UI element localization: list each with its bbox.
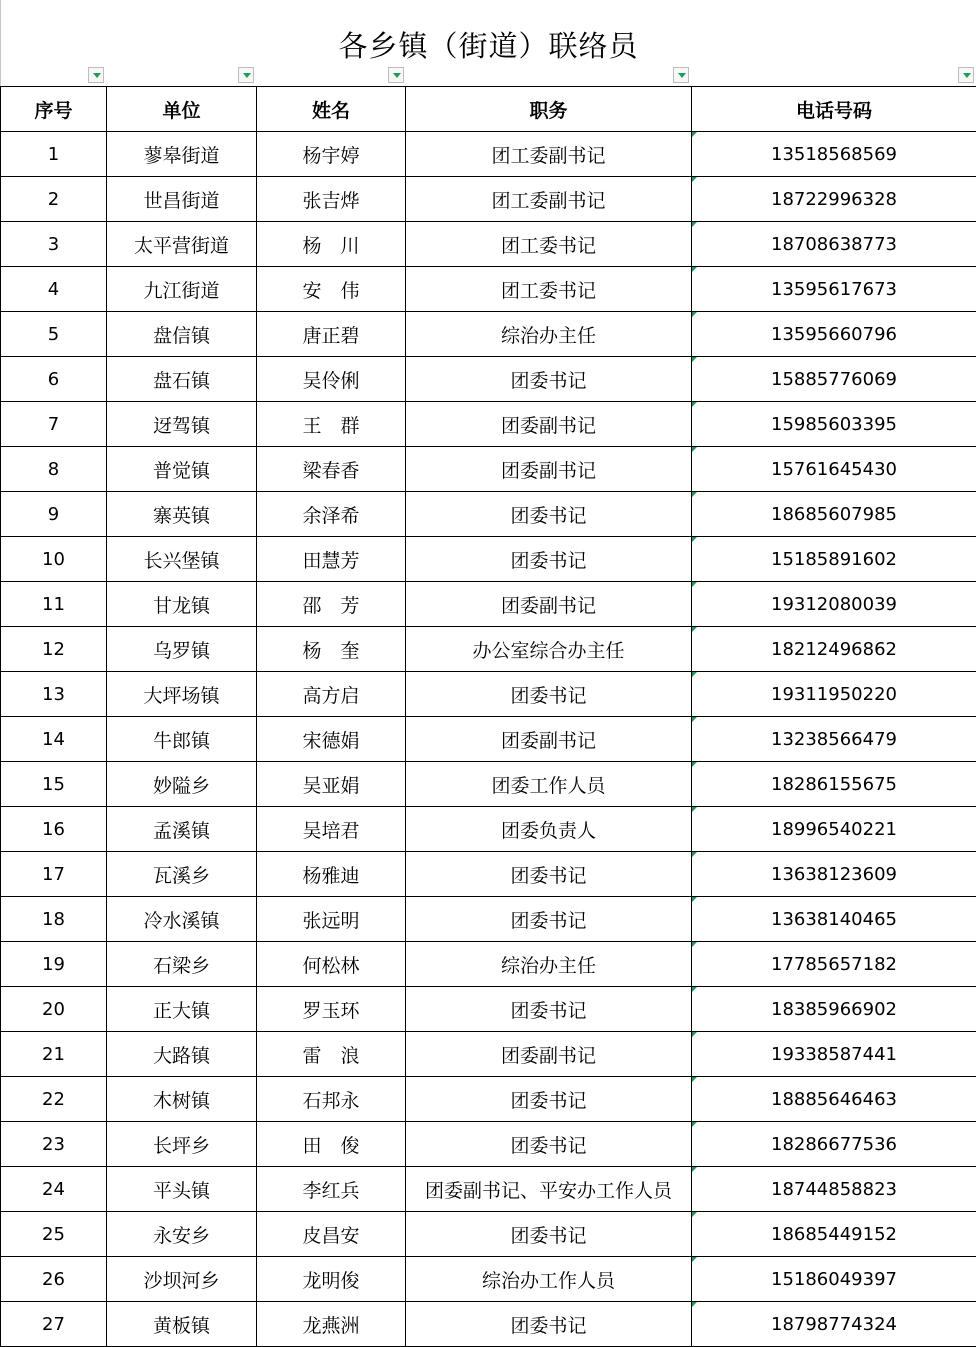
cell-phone[interactable]: 13638140465 [692,897,976,942]
cell-phone[interactable]: 18286677536 [692,1122,976,1167]
cell-position[interactable]: 综治办主任 [406,312,692,357]
cell-phone[interactable]: 17785657182 [692,942,976,987]
cell-position[interactable]: 团委副书记 [406,447,692,492]
cell-seq[interactable]: 18 [1,897,107,942]
cell-phone[interactable]: 18722996328 [692,177,976,222]
cell-phone[interactable]: 15885776069 [692,357,976,402]
cell-phone[interactable]: 19338587441 [692,1032,976,1077]
filter-dropdown-name[interactable] [388,67,404,83]
cell-seq[interactable]: 20 [1,987,107,1032]
cell-unit[interactable]: 盘石镇 [107,357,257,402]
cell-unit[interactable]: 正大镇 [107,987,257,1032]
cell-position[interactable]: 团委书记 [406,357,692,402]
cell-name[interactable]: 田 俊 [257,1122,406,1167]
cell-position[interactable]: 办公室综合办主任 [406,627,692,672]
table-row [1,1302,976,1347]
header-cell-seq[interactable]: 序号 [1,87,107,132]
cell-name[interactable]: 杨雅迪 [257,852,406,897]
cell-seq[interactable]: 27 [1,1302,107,1347]
cell-unit[interactable]: 永安乡 [107,1212,257,1257]
cell-unit[interactable]: 大坪场镇 [107,672,257,717]
cell-unit[interactable]: 太平营街道 [107,222,257,267]
cell-unit[interactable]: 长坪乡 [107,1122,257,1167]
cell-name[interactable]: 吴伶俐 [257,357,406,402]
cell-name[interactable]: 雷 浪 [257,1032,406,1077]
table-row [1,987,976,1032]
table-row [1,897,976,942]
cell-phone[interactable]: 18685607985 [692,492,976,537]
dropdown-arrow-icon [393,73,401,78]
cell-seq[interactable]: 8 [1,447,107,492]
cell-seq[interactable]: 16 [1,807,107,852]
cell-position[interactable]: 团委书记 [406,1077,692,1122]
sheet-title: 各乡镇（街道）联络员 [1,24,976,65]
table-row [1,222,976,267]
cell-seq[interactable]: 5 [1,312,107,357]
cell-position[interactable]: 综治办主任 [406,942,692,987]
cell-seq[interactable]: 23 [1,1122,107,1167]
table-row [1,672,976,717]
cell-name[interactable]: 罗玉环 [257,987,406,1032]
cell-unit[interactable]: 世昌街道 [107,177,257,222]
cell-unit[interactable]: 普觉镇 [107,447,257,492]
table-body [1,132,976,1347]
cell-seq[interactable]: 19 [1,942,107,987]
header-cell-position[interactable]: 职务 [406,87,692,132]
table-row [1,582,976,627]
cell-unit[interactable]: 乌罗镇 [107,627,257,672]
cell-unit[interactable]: 蓼皋街道 [107,132,257,177]
cell-phone[interactable]: 19311950220 [692,672,976,717]
cell-seq[interactable]: 25 [1,1212,107,1257]
cell-name[interactable]: 李红兵 [257,1167,406,1212]
cell-phone[interactable]: 18708638773 [692,222,976,267]
cell-unit[interactable]: 妙隘乡 [107,762,257,807]
dropdown-arrow-icon [963,73,971,78]
dropdown-arrow-icon [93,73,101,78]
filter-dropdown-phone[interactable] [958,67,974,83]
table-row [1,942,976,987]
cell-name[interactable]: 吴亚娟 [257,762,406,807]
cell-position[interactable]: 综治办工作人员 [406,1257,692,1302]
cell-name[interactable]: 杨 川 [257,222,406,267]
table-row [1,1167,976,1212]
cell-name[interactable]: 张远明 [257,897,406,942]
dropdown-arrow-icon [678,73,686,78]
cell-unit[interactable]: 甘龙镇 [107,582,257,627]
cell-name[interactable]: 王 群 [257,402,406,447]
table-row [1,447,976,492]
cell-phone[interactable]: 13518568569 [692,132,976,177]
cell-name[interactable]: 杨宇婷 [257,132,406,177]
cell-position[interactable]: 团委副书记 [406,1032,692,1077]
cell-position[interactable]: 团委书记 [406,852,692,897]
cell-name[interactable]: 龙明俊 [257,1257,406,1302]
cell-name[interactable]: 邵 芳 [257,582,406,627]
cell-seq[interactable]: 17 [1,852,107,897]
cell-phone[interactable]: 13638123609 [692,852,976,897]
cell-name[interactable]: 皮昌安 [257,1212,406,1257]
table-row [1,627,976,672]
cell-phone[interactable]: 18996540221 [692,807,976,852]
cell-position[interactable]: 团委书记 [406,1302,692,1347]
cell-phone[interactable]: 13595617673 [692,267,976,312]
cell-phone[interactable]: 18212496862 [692,627,976,672]
table-row [1,1212,976,1257]
table-row [1,1032,976,1077]
cell-unit[interactable]: 平头镇 [107,1167,257,1212]
cell-seq[interactable]: 6 [1,357,107,402]
table-row [1,177,976,222]
cell-phone[interactable]: 19312080039 [692,582,976,627]
cell-seq[interactable]: 13 [1,672,107,717]
cell-seq[interactable]: 9 [1,492,107,537]
cell-position[interactable]: 团委书记 [406,672,692,717]
cell-name[interactable]: 安 伟 [257,267,406,312]
sheet-title-area [0,0,976,86]
cell-unit[interactable]: 盘信镇 [107,312,257,357]
table-row [1,492,976,537]
cell-name[interactable]: 唐正碧 [257,312,406,357]
cell-seq[interactable]: 7 [1,402,107,447]
cell-seq[interactable]: 11 [1,582,107,627]
table-row [1,312,976,357]
cell-name[interactable]: 高方启 [257,672,406,717]
cell-position[interactable]: 团工委书记 [406,267,692,312]
cell-seq[interactable]: 1 [1,132,107,177]
cell-seq[interactable]: 12 [1,627,107,672]
cell-position[interactable]: 团委书记 [406,1122,692,1167]
cell-unit[interactable]: 瓦溪乡 [107,852,257,897]
table-row [1,1122,976,1167]
cell-unit[interactable]: 孟溪镇 [107,807,257,852]
cell-unit[interactable]: 九江街道 [107,267,257,312]
cell-phone[interactable]: 15985603395 [692,402,976,447]
cell-name[interactable]: 吴培君 [257,807,406,852]
cell-seq[interactable]: 21 [1,1032,107,1077]
cell-seq[interactable]: 14 [1,717,107,762]
cell-position[interactable]: 团委书记 [406,897,692,942]
contact-table [0,86,976,1347]
cell-name[interactable]: 梁春香 [257,447,406,492]
table-row [1,1077,976,1122]
cell-position[interactable]: 团委副书记 [406,717,692,762]
cell-unit[interactable]: 长兴堡镇 [107,537,257,582]
header-row [1,87,976,132]
cell-position[interactable]: 团委副书记、平安办工作人员 [406,1167,692,1212]
cell-seq[interactable]: 3 [1,222,107,267]
cell-name[interactable]: 张吉烨 [257,177,406,222]
cell-seq[interactable]: 4 [1,267,107,312]
table-row [1,402,976,447]
cell-unit[interactable]: 寨英镇 [107,492,257,537]
cell-position[interactable]: 团工委副书记 [406,132,692,177]
cell-phone[interactable]: 18685449152 [692,1212,976,1257]
header-cell-name[interactable]: 姓名 [257,87,406,132]
cell-unit[interactable]: 迓驾镇 [107,402,257,447]
table-row [1,717,976,762]
cell-unit[interactable]: 黄板镇 [107,1302,257,1347]
cell-phone[interactable]: 18385966902 [692,987,976,1032]
cell-position[interactable]: 团工委副书记 [406,177,692,222]
cell-phone[interactable]: 15761645430 [692,447,976,492]
filter-dropdown-position[interactable] [673,67,689,83]
cell-position[interactable]: 团委工作人员 [406,762,692,807]
cell-name[interactable]: 宋德娟 [257,717,406,762]
table-row [1,1257,976,1302]
cell-position[interactable]: 团委书记 [406,537,692,582]
table-row [1,537,976,582]
cell-position[interactable]: 团委书记 [406,987,692,1032]
cell-position[interactable]: 团委副书记 [406,582,692,627]
cell-unit[interactable]: 木树镇 [107,1077,257,1122]
cell-position[interactable]: 团委负责人 [406,807,692,852]
cell-seq[interactable]: 10 [1,537,107,582]
cell-position[interactable]: 团工委书记 [406,222,692,267]
table-row [1,132,976,177]
cell-position[interactable]: 团委副书记 [406,402,692,447]
cell-name[interactable]: 何松林 [257,942,406,987]
cell-unit[interactable]: 牛郎镇 [107,717,257,762]
cell-seq[interactable]: 24 [1,1167,107,1212]
table-row [1,852,976,897]
cell-position[interactable]: 团委书记 [406,492,692,537]
cell-phone[interactable]: 18286155675 [692,762,976,807]
cell-unit[interactable]: 大路镇 [107,1032,257,1077]
cell-phone[interactable]: 13238566479 [692,717,976,762]
table-row [1,807,976,852]
dropdown-arrow-icon [243,73,251,78]
cell-name[interactable]: 龙燕洲 [257,1302,406,1347]
cell-seq[interactable]: 26 [1,1257,107,1302]
cell-phone[interactable]: 18744858823 [692,1167,976,1212]
table-row [1,267,976,312]
cell-name[interactable]: 田慧芳 [257,537,406,582]
cell-unit[interactable]: 石梁乡 [107,942,257,987]
table-row [1,762,976,807]
table-row [1,357,976,402]
cell-phone[interactable]: 18798774324 [692,1302,976,1347]
cell-name[interactable]: 石邦永 [257,1077,406,1122]
cell-position[interactable]: 团委书记 [406,1212,692,1257]
header-cell-unit[interactable]: 单位 [107,87,257,132]
cell-seq[interactable]: 22 [1,1077,107,1122]
cell-seq[interactable]: 2 [1,177,107,222]
cell-seq[interactable]: 15 [1,762,107,807]
cell-unit[interactable]: 冷水溪镇 [107,897,257,942]
cell-phone[interactable]: 18885646463 [692,1077,976,1122]
filter-dropdown-unit[interactable] [238,67,254,83]
cell-name[interactable]: 杨 奎 [257,627,406,672]
cell-phone[interactable]: 15185891602 [692,537,976,582]
cell-phone[interactable]: 15186049397 [692,1257,976,1302]
header-cell-phone[interactable]: 电话号码 [692,87,976,132]
filter-dropdown-seq[interactable] [88,67,104,83]
cell-unit[interactable]: 沙坝河乡 [107,1257,257,1302]
cell-phone[interactable]: 13595660796 [692,312,976,357]
cell-name[interactable]: 余泽希 [257,492,406,537]
